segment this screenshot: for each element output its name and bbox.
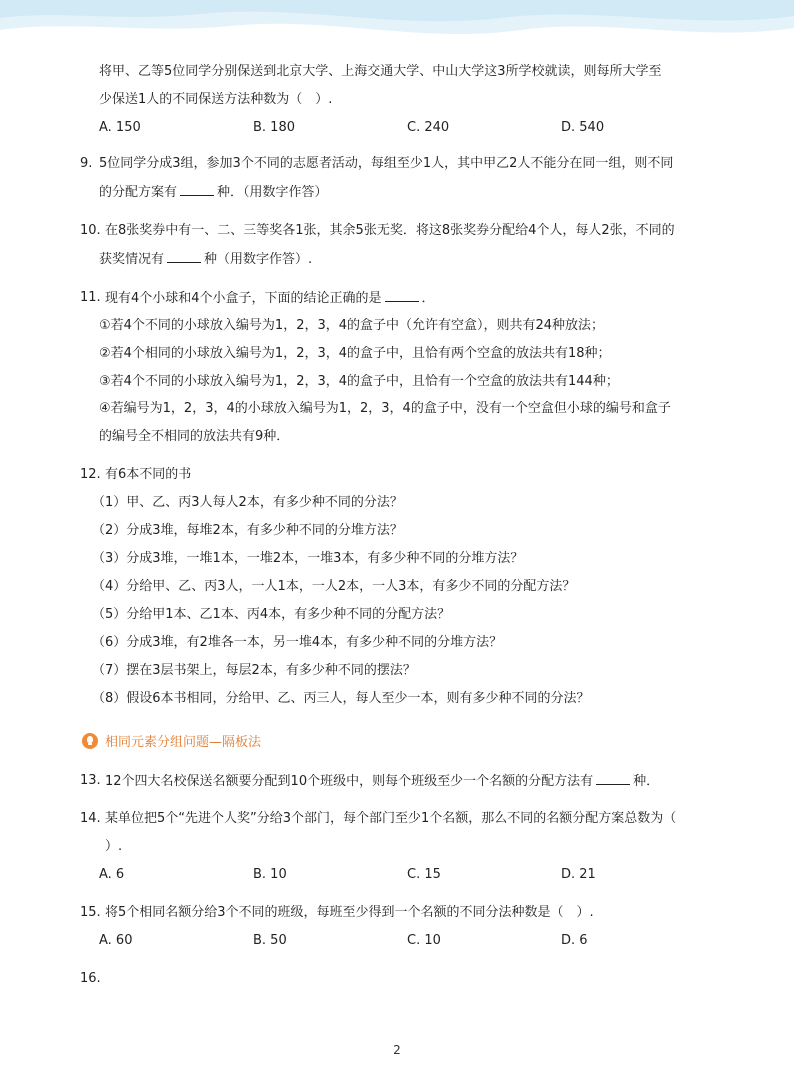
q12-item-5: （5）分给甲1本、乙1本、丙4本，有多少种不同的分配方法？ bbox=[92, 607, 451, 622]
q14-line2: ）. bbox=[105, 839, 123, 854]
q15-number: 15. bbox=[80, 905, 101, 920]
q12-item-8: （8）假设6本书相同，分给甲、乙、丙三人，每人至少一本，则有多少种不同的分法？ bbox=[92, 691, 590, 706]
q11-stem: 现有4个小球和4个小盒子，下面的结论正确的是 bbox=[105, 291, 382, 306]
q11-item-1: ①若4个不同的小球放入编号为1，2，3，4的盒子中（允许有空盒），则共有24种放法； bbox=[99, 318, 605, 333]
q10-line1: 在8张奖券中有一、二、三等奖各1张，其余5张无奖．将这8张奖券分配给4个人，每人2张，不同的 bbox=[105, 223, 675, 238]
q14-option-c: C. 15 bbox=[407, 867, 441, 882]
q11-stem-end: ． bbox=[421, 291, 435, 306]
q10-line2 bbox=[99, 250, 312, 269]
q14-option-d: D. 21 bbox=[561, 867, 596, 882]
q12-item-6: （6）分成3堆，有2堆各一本，另一堆4本，有多少种不同的分堆方法？ bbox=[92, 635, 503, 650]
section-heading bbox=[82, 731, 261, 750]
q9-number: 9. bbox=[80, 156, 93, 171]
q10-line2-after: 种（用数字作答）. bbox=[204, 252, 313, 267]
q11-item-4: ④若编号为1，2，3，4的小球放入编号为1，2，3，4的盒子中，没有一个空盒但小球的编号和盒子 bbox=[99, 401, 671, 416]
q8-option-d: D. 540 bbox=[561, 120, 605, 135]
q8-line2: 少保送1人的不同保送方法种数为（ ）. bbox=[99, 92, 333, 107]
q15-option-a: A. 60 bbox=[99, 933, 133, 948]
q12-item-3: （3）分成3堆，一堆1本，一堆2本，一堆3本，有多少种不同的分堆方法？ bbox=[92, 551, 524, 566]
q8-line1: 将甲、乙等5位同学分别保送到北京大学、上海交通大学、中山大学这3所学校就读，则每所大学至 bbox=[99, 64, 662, 79]
q8-option-a: A. 150 bbox=[99, 120, 141, 135]
q12-item-1: （1）甲、乙、丙3人每人2本，有多少种不同的分法？ bbox=[92, 495, 403, 510]
q9-line2-before: 的分配方案有 bbox=[99, 185, 178, 200]
q10-line2-before: 获奖情况有 bbox=[99, 252, 165, 267]
q10-number: 10. bbox=[80, 223, 101, 238]
q13-stem-end: 种． bbox=[633, 774, 660, 789]
q11-item-4-cont: 的编号全不相同的放法共有9种． bbox=[99, 429, 290, 444]
section-title: 相同元素分组问题—隔板法 bbox=[105, 735, 262, 750]
q14-option-a: A. 6 bbox=[99, 867, 125, 882]
answer-blank bbox=[180, 183, 214, 196]
q8-option-c: C. 240 bbox=[407, 120, 450, 135]
q13-number: 13. bbox=[80, 773, 101, 788]
q13-line1 bbox=[105, 772, 659, 791]
q12-item-7: （7）摆在3层书架上，每层2本，有多少种不同的摆法？ bbox=[92, 663, 416, 678]
answer-blank bbox=[385, 289, 419, 302]
q15-option-b: B. 50 bbox=[253, 933, 287, 948]
q11-number: 11. bbox=[80, 290, 101, 305]
q15-line1: 将5个相同名额分给3个不同的班级，每班至少得到一个名额的不同分法种数是（ ）. bbox=[105, 905, 594, 920]
q11-line1 bbox=[105, 289, 435, 308]
q14-option-b: B. 10 bbox=[253, 867, 287, 882]
q11-item-3: ③若4个不同的小球放入编号为1，2，3，4的盒子中，且恰有一个空盒的放法共有144种； bbox=[99, 374, 619, 389]
q12-item-4: （4）分给甲、乙、丙3人，一人1本，一人2本，一人3本，有多少不同的分配方法？ bbox=[92, 579, 576, 594]
q16-number: 16. bbox=[80, 971, 101, 986]
q13-stem: 12个四大名校保送名额要分配到10个班级中，则每个班级至少一个名额的分配方法有 bbox=[105, 774, 594, 789]
q14-number: 14. bbox=[80, 811, 101, 826]
q12-item-2: （2）分成3堆，每堆2本，有多少种不同的分堆方法？ bbox=[92, 523, 403, 538]
q14-line1: 某单位把5个“先进个人奖”分给3个部门，每个部门至少1个名额，那么不同的名额分配方案总数为（ bbox=[105, 811, 677, 826]
answer-blank bbox=[167, 250, 201, 263]
q11-item-2: ②若4个相同的小球放入编号为1，2，3，4的盒子中，且恰有两个空盒的放法共有18种； bbox=[99, 346, 611, 361]
q15-option-c: C. 10 bbox=[407, 933, 441, 948]
q9-line2-after: 种．（用数字作答） bbox=[217, 185, 328, 200]
page-number: 2 bbox=[393, 1043, 401, 1057]
q12-stem: 有6本不同的书 bbox=[105, 467, 192, 482]
q9-line1: 5位同学分成3组，参加3个不同的志愿者活动，每组至少1人，其中甲乙2人不能分在同一组，则不同 bbox=[99, 156, 674, 171]
q12-number: 12. bbox=[80, 467, 101, 482]
lightbulb-icon bbox=[82, 733, 98, 749]
header-wave-decoration bbox=[0, 0, 794, 60]
q15-option-d: D. 6 bbox=[561, 933, 588, 948]
q8-option-b: B. 180 bbox=[253, 120, 295, 135]
answer-blank bbox=[596, 772, 630, 785]
q9-line2 bbox=[99, 183, 328, 202]
